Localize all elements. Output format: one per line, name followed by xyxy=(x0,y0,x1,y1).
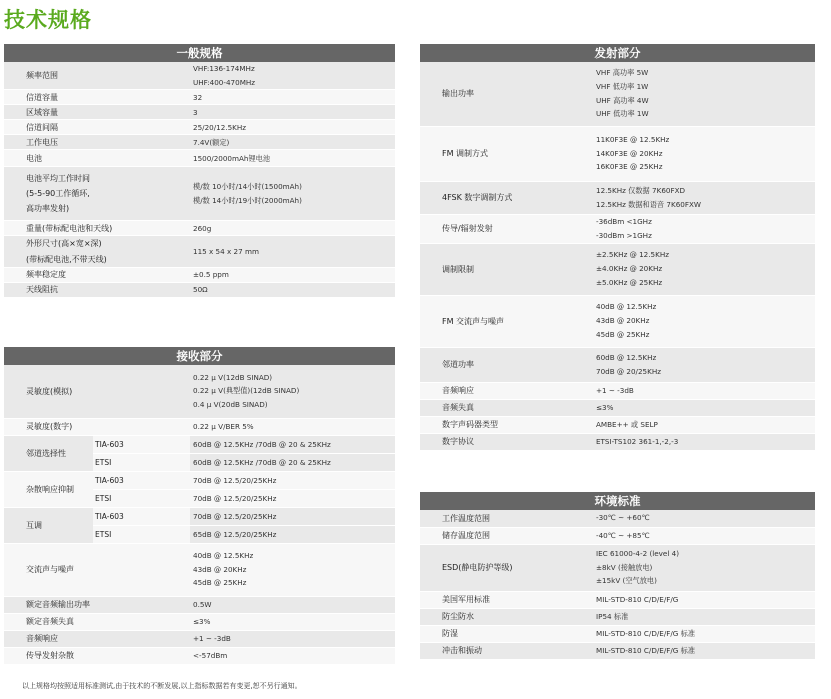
table-row xyxy=(420,126,815,181)
general-spec-table xyxy=(4,62,395,298)
table-row xyxy=(4,105,395,120)
spec-value: 模/数 10小时/14小时(1500mAh) 模/数 14小时/19小时(2000mAh) xyxy=(190,167,395,221)
spec-value: IEC 61000-4-2 (level 4) ±8kV (接触放电) ±15kV (空气放电) xyxy=(593,544,815,591)
table-row xyxy=(420,625,815,642)
table-row xyxy=(4,150,395,167)
table-row xyxy=(420,642,815,659)
receive-spec-panel xyxy=(4,347,395,665)
table-row xyxy=(420,433,815,450)
spec-value: 1500/2000mAh锂电池 xyxy=(190,150,395,167)
table-row xyxy=(4,236,395,267)
table-row xyxy=(4,418,395,435)
spec-value: 0.22 μ V(12dB SINAD) 0.22 μ V(典型值)(12dB SINAD) 0.4 μ V(20dB SINAD) xyxy=(190,365,395,418)
table-row xyxy=(420,214,815,243)
spec-value: IP54 标准 xyxy=(593,608,815,625)
table-row xyxy=(420,399,815,416)
spec-label: 交流声与噪声 xyxy=(4,543,190,596)
spec-standard: TIA-603 xyxy=(93,507,190,525)
table-row xyxy=(4,120,395,135)
receive-spec-table xyxy=(4,365,395,665)
spec-value: 60dB @ 12.5KHz /70dB @ 20 & 25KHz xyxy=(190,435,395,453)
spec-value: 11K0F3E @ 12.5KHz 14K0F3E @ 20KHz 16K0F3E @ 25KHz xyxy=(593,126,815,181)
spec-standard: TIA-603 xyxy=(93,471,190,489)
spec-value: 65dB @ 12.5/20/25KHz xyxy=(190,525,395,543)
spec-value: 260g xyxy=(190,221,395,236)
table-row xyxy=(4,62,395,90)
spec-value: 40dB @ 12.5KHz 43dB @ 20KHz 45dB @ 25KHz xyxy=(593,295,815,347)
spec-label: 冲击和振动 xyxy=(420,642,593,659)
spec-label: 输出功率 xyxy=(420,62,593,126)
spec-label: 电池平均工作时间 (5-5-90工作循环, 高功率发射) xyxy=(4,167,190,221)
spec-label: FM 交流声与噪声 xyxy=(420,295,593,347)
table-row xyxy=(4,135,395,150)
table-row xyxy=(420,62,815,126)
table-row xyxy=(420,347,815,382)
table-row xyxy=(4,613,395,630)
spec-value: 32 xyxy=(190,90,395,105)
spec-label: 天线阻抗 xyxy=(4,282,190,297)
spec-value: 12.5KHz 仅数据 7K60FXD 12.5KHz 数据和语音 7K60FXW xyxy=(593,181,815,214)
spec-value: 7.4V(额定) xyxy=(190,135,395,150)
spec-label: 音频响应 xyxy=(420,382,593,399)
spec-value: 0.5W xyxy=(190,596,395,613)
spec-value: 115 x 54 x 27 mm xyxy=(190,236,395,267)
spec-standard: ETSI xyxy=(93,525,190,543)
spec-label: 杂散响应抑制 xyxy=(4,471,93,507)
spec-label: 传导发射杂散 xyxy=(4,647,190,664)
spec-label: 传导/辐射发射 xyxy=(420,214,593,243)
table-row xyxy=(4,596,395,613)
spec-label: 互调 xyxy=(4,507,93,543)
spec-value: 60dB @ 12.5KHz /70dB @ 20 & 25KHz xyxy=(190,453,395,471)
spec-value: -36dBm <1GHz -30dBm >1GHz xyxy=(593,214,815,243)
table-row xyxy=(420,527,815,544)
table-row xyxy=(4,543,395,596)
spec-value: MIL-STD-810 C/D/E/F/G 标准 xyxy=(593,642,815,659)
spec-standard: ETSI xyxy=(93,453,190,471)
spec-label: 数字协议 xyxy=(420,433,593,450)
spec-value: ≤3% xyxy=(593,399,815,416)
transmit-spec-panel xyxy=(420,44,815,451)
table-row xyxy=(4,221,395,236)
table-row xyxy=(4,647,395,664)
general-spec-header: 一般规格 xyxy=(4,44,395,62)
spec-value: 0.22 μ V/BER 5% xyxy=(190,418,395,435)
spec-label: 邻道选择性 xyxy=(4,435,93,471)
spec-label: 信道容量 xyxy=(4,90,190,105)
table-row xyxy=(420,591,815,608)
table-row xyxy=(420,181,815,214)
spec-value: MIL-STD-810 C/D/E/F/G xyxy=(593,591,815,608)
transmit-spec-table xyxy=(420,62,815,451)
spec-label: 工作电压 xyxy=(4,135,190,150)
footnote: 以上规格均按照适用标准测试,由于技术的不断发展,以上指标数据若有变更,恕不另行通知。 xyxy=(22,682,302,690)
table-row xyxy=(4,267,395,282)
spec-label: 调制限制 xyxy=(420,243,593,295)
spec-value: 70dB @ 12.5/20/25KHz xyxy=(190,507,395,525)
spec-label: 频率稳定度 xyxy=(4,267,190,282)
spec-value: ±0.5 ppm xyxy=(190,267,395,282)
spec-standard: ETSI xyxy=(93,489,190,507)
spec-value: -40℃ ~ +85℃ xyxy=(593,527,815,544)
spec-label: 储存温度范围 xyxy=(420,527,593,544)
table-row xyxy=(4,471,395,489)
spec-label: FM 调制方式 xyxy=(420,126,593,181)
table-row xyxy=(4,282,395,297)
spec-label: 美国军用标准 xyxy=(420,591,593,608)
spec-label: ESD(静电防护等级) xyxy=(420,544,593,591)
spec-value: 70dB @ 12.5/20/25KHz xyxy=(190,489,395,507)
page-title: 技术规格 xyxy=(4,8,92,32)
table-row xyxy=(4,507,395,525)
spec-value: 3 xyxy=(190,105,395,120)
spec-value: ETSI-TS102 361-1,-2,-3 xyxy=(593,433,815,450)
spec-value: -30℃ ~ +60℃ xyxy=(593,510,815,527)
table-row xyxy=(4,365,395,418)
table-row xyxy=(4,630,395,647)
spec-label: 区域容量 xyxy=(4,105,190,120)
spec-label: 额定音频输出功率 xyxy=(4,596,190,613)
spec-label: 频率范围 xyxy=(4,62,190,90)
transmit-spec-header: 发射部分 xyxy=(420,44,815,62)
spec-label: 4FSK 数字调制方式 xyxy=(420,181,593,214)
spec-label: 工作温度范围 xyxy=(420,510,593,527)
table-row xyxy=(4,90,395,105)
spec-label: 灵敏度(模拟) xyxy=(4,365,190,418)
spec-label: 额定音频失真 xyxy=(4,613,190,630)
spec-label: 音频响应 xyxy=(4,630,190,647)
spec-value: VHF 高功率 5W VHF 低功率 1W UHF 高功率 4W UHF 低功率 1W xyxy=(593,62,815,126)
spec-label: 防尘防水 xyxy=(420,608,593,625)
spec-value: ±2.5KHz @ 12.5KHz ±4.0KHz @ 20KHz ±5.0KHz @ 25KHz xyxy=(593,243,815,295)
spec-label: 电池 xyxy=(4,150,190,167)
spec-value: MIL-STD-810 C/D/E/F/G 标准 xyxy=(593,625,815,642)
spec-value: ≤3% xyxy=(190,613,395,630)
spec-label: 信道间隔 xyxy=(4,120,190,135)
spec-value: <-57dBm xyxy=(190,647,395,664)
table-row xyxy=(420,382,815,399)
spec-label: 邻道功率 xyxy=(420,347,593,382)
table-row xyxy=(420,544,815,591)
spec-label: 重量(带标配电池和天线) xyxy=(4,221,190,236)
environment-spec-header: 环境标准 xyxy=(420,492,815,510)
spec-label: 数字声码器类型 xyxy=(420,416,593,433)
table-row xyxy=(420,510,815,527)
spec-value: AMBE++ 或 SELP xyxy=(593,416,815,433)
table-row xyxy=(420,243,815,295)
general-spec-panel xyxy=(4,44,395,298)
spec-value: 60dB @ 12.5KHz 70dB @ 20/25KHz xyxy=(593,347,815,382)
spec-value: 40dB @ 12.5KHz 43dB @ 20KHz 45dB @ 25KHz xyxy=(190,543,395,596)
spec-standard: TIA-603 xyxy=(93,435,190,453)
spec-value: VHF:136-174MHz UHF:400-470MHz xyxy=(190,62,395,90)
spec-value: +1 ~ -3dB xyxy=(190,630,395,647)
table-row xyxy=(420,295,815,347)
environment-spec-panel xyxy=(420,492,815,660)
spec-label: 防湿 xyxy=(420,625,593,642)
table-row xyxy=(4,167,395,221)
spec-value: +1 ~ -3dB xyxy=(593,382,815,399)
spec-value: 50Ω xyxy=(190,282,395,297)
table-row xyxy=(420,416,815,433)
receive-spec-header: 接收部分 xyxy=(4,347,395,365)
environment-spec-table xyxy=(420,510,815,660)
spec-label: 音频失真 xyxy=(420,399,593,416)
spec-label: 灵敏度(数字) xyxy=(4,418,190,435)
spec-value: 25/20/12.5KHz xyxy=(190,120,395,135)
table-row xyxy=(420,608,815,625)
spec-value: 70dB @ 12.5/20/25KHz xyxy=(190,471,395,489)
table-row xyxy=(4,435,395,453)
spec-label: 外形尺寸(高×宽×深) (带标配电池,不带天线) xyxy=(4,236,190,267)
